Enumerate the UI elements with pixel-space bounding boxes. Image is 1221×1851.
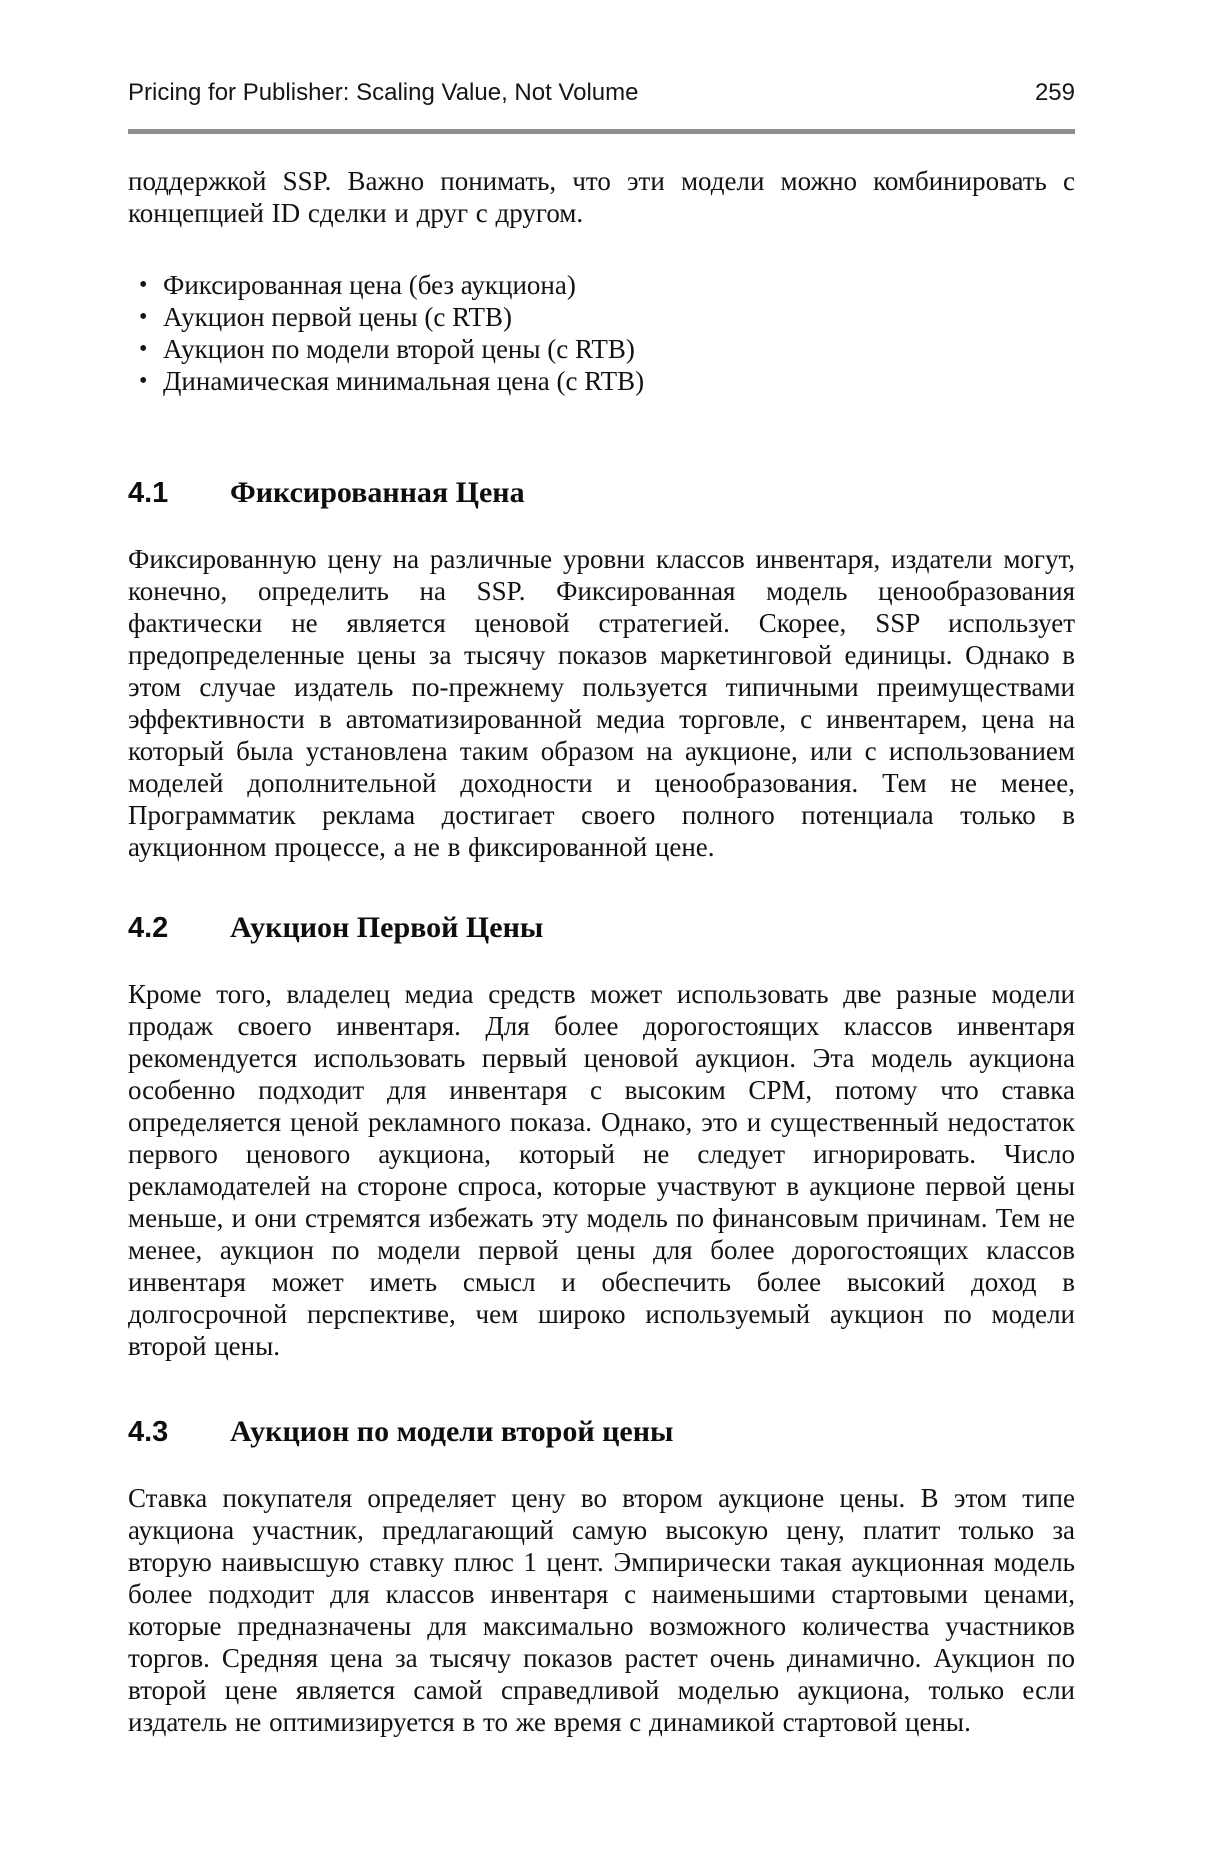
section-title: Аукцион Первой Цены bbox=[230, 911, 544, 944]
intro-paragraph: поддержкой SSP. Важно понимать, что эти модели можно комбинировать с концепцией ID сделки и друг с другом. bbox=[128, 166, 1075, 228]
bullet-text: Динамическая минимальная цена (с RTB) bbox=[163, 366, 645, 396]
section-number: 4.2 bbox=[128, 912, 169, 944]
list-item bbox=[128, 333, 1075, 365]
section-heading-4-2 bbox=[128, 911, 1075, 945]
section-paragraph-4-1: Фиксированную цену на различные уровни классов инвентаря, издатели могут, конечно, определить на SSP. Фиксированная модель ценообразования фактически не является ценовой стратегией. Скорее, SSP использует предопределенные цены за тысячу показов маркетинговой единицы. Однако в этом случае издатель по-прежнему пользуется типичными преимуществами эффективности в автоматизированной медиа торговле, с инвентарем, цена на который была установлена таким образом на аукционе, или с использованием моделей дополнительной доходности и ценообразования. Тем не менее, Программатик реклама достигает своего полного потенциала только в аукционном процессе, а не в фиксированной цене. bbox=[128, 544, 1075, 862]
section-title: Фиксированная Цена bbox=[230, 476, 525, 509]
list-item bbox=[128, 365, 1075, 397]
bullet-text: Фиксированная цена (без аукциона) bbox=[163, 270, 576, 300]
page-header bbox=[128, 80, 1075, 106]
page-number: 259 bbox=[1034, 79, 1075, 106]
page-content bbox=[128, 0, 1075, 1765]
section-paragraph-4-3: Ставка покупателя определяет цену во втором аукционе цены. В этом типе аукциона участник, предлагающий самую высокую цену, платит только за вторую наивысшую ставку плюс 1 цент. Эмпирически такая аукционная модель более подходит для классов инвентаря с наименьшими стартовыми ценами, которые предназначены для максимально возможного количества участников торгов. Средняя цена за тысячу показов растет очень динамично. Аукцион по второй цене является самой справедливой моделью аукциона, только если издатель не оптимизируется в то же время с динамикой стартовой цены. bbox=[128, 1483, 1075, 1737]
header-rule bbox=[128, 129, 1075, 134]
running-header-title: Pricing for Publisher: Scaling Value, Not Volume bbox=[128, 79, 639, 106]
section-number: 4.3 bbox=[128, 1416, 169, 1448]
bullet-list bbox=[128, 269, 1075, 397]
list-item bbox=[128, 301, 1075, 333]
section-title: Аукцион по модели второй цены bbox=[230, 1415, 674, 1448]
section-paragraph-4-2: Кроме того, владелец медиа средств может использовать две разные модели продаж своего инвентаря. Для более дорогостоящих классов инвентаря рекомендуется использовать первый ценовой аукцион. Эта модель аукциона особенно подходит для инвентаря с высоким CPM, потому что ставка определяется ценой рекламного показа. Однако, это и существенный недостаток первого ценового аукциона, который не следует игнорировать. Число рекламодателей на стороне спроса, которые участвуют в аукционе первой цены меньше, и они стремятся избежать эту модель по финансовым причинам. Тем не менее, аукцион по модели первой цены для более дорогостоящих классов инвентаря может иметь смысл и обеспечить более высокий доход в долгосрочной перспективе, чем широко используемый аукцион по модели второй цены. bbox=[128, 979, 1075, 1361]
bullet-marker: • bbox=[139, 304, 148, 330]
bullet-text: Аукцион первой цены (с RTB) bbox=[163, 302, 512, 332]
section-number: 4.1 bbox=[128, 477, 169, 509]
section-heading-4-3 bbox=[128, 1415, 1075, 1449]
list-item bbox=[128, 269, 1075, 301]
bullet-marker: • bbox=[139, 272, 148, 298]
bullet-marker: • bbox=[139, 336, 148, 362]
section-heading-4-1 bbox=[128, 476, 1075, 510]
bullet-text: Аукцион по модели второй цены (с RTB) bbox=[163, 334, 635, 364]
bullet-marker: • bbox=[139, 368, 148, 394]
